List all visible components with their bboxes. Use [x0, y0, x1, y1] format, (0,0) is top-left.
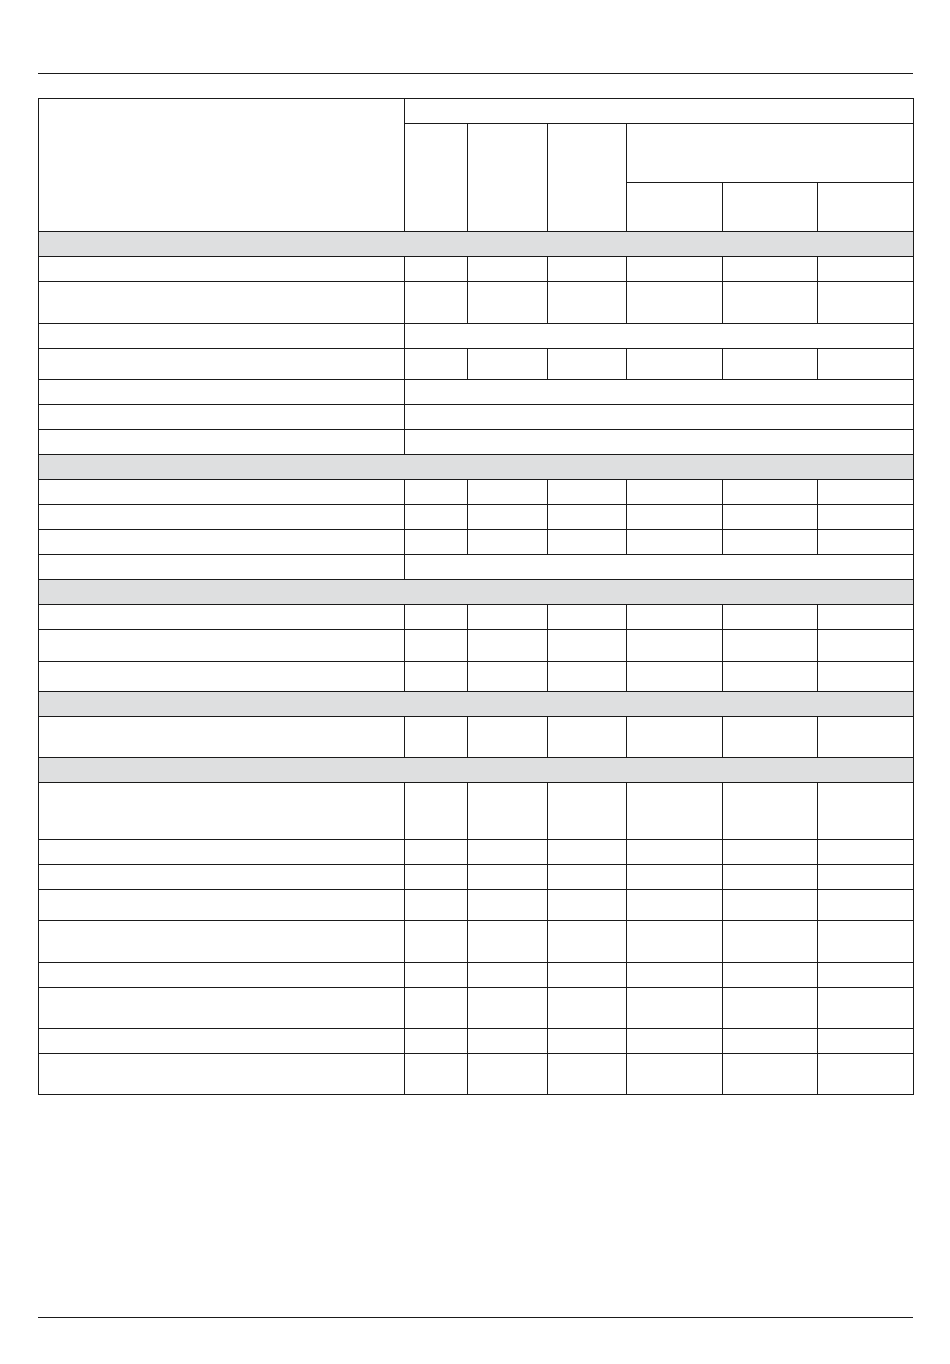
- page-header-text: [38, 50, 913, 68]
- table-row: [39, 630, 914, 662]
- value-cell: [627, 605, 723, 630]
- value-cell: [723, 783, 818, 840]
- sub-heading-cell: [405, 124, 468, 232]
- section-heading: [39, 580, 914, 605]
- value-cell: [627, 717, 723, 758]
- column-label-cell: [627, 183, 723, 232]
- section-heading-row: [39, 758, 914, 783]
- value-cell: [468, 840, 548, 865]
- value-cell: [405, 605, 468, 630]
- value-cell: [548, 1054, 627, 1095]
- value-cell: [723, 257, 818, 282]
- value-cell: [723, 505, 818, 530]
- value-cell: [723, 988, 818, 1029]
- value-cell: [627, 349, 723, 380]
- row-label: [39, 1029, 405, 1054]
- section-heading-row: [39, 232, 914, 257]
- row-label: [39, 324, 405, 349]
- value-cell: [468, 257, 548, 282]
- value-cell: [405, 865, 468, 890]
- row-label: [39, 430, 405, 455]
- row-label: [39, 405, 405, 430]
- value-cell: [818, 505, 914, 530]
- value-cell: [548, 662, 627, 692]
- value-cell: [723, 717, 818, 758]
- value-cell: [548, 783, 627, 840]
- value-cell: [548, 282, 627, 324]
- value-cell: [468, 530, 548, 555]
- value-cell: [405, 282, 468, 324]
- value-cell: [723, 480, 818, 505]
- value-cell: [627, 257, 723, 282]
- row-label: [39, 988, 405, 1029]
- table-row: [39, 963, 914, 988]
- sub-heading-cell: [627, 124, 914, 183]
- row-label: [39, 865, 405, 890]
- value-cell: [627, 282, 723, 324]
- merged-value-cell: [405, 324, 914, 349]
- value-cell: [405, 662, 468, 692]
- value-cell: [405, 890, 468, 921]
- value-cell: [818, 840, 914, 865]
- value-cell: [468, 865, 548, 890]
- column-label-cell: [818, 183, 914, 232]
- value-cell: [627, 963, 723, 988]
- row-label: [39, 349, 405, 380]
- value-cell: [818, 257, 914, 282]
- value-cell: [627, 783, 723, 840]
- value-cell: [818, 963, 914, 988]
- section-heading: [39, 692, 914, 717]
- value-cell: [548, 480, 627, 505]
- table-row: [39, 865, 914, 890]
- table-row: [39, 921, 914, 963]
- table-row: [39, 282, 914, 324]
- row-label: [39, 662, 405, 692]
- value-cell: [468, 480, 548, 505]
- value-cell: [627, 480, 723, 505]
- row-label: [39, 605, 405, 630]
- value-cell: [468, 605, 548, 630]
- value-cell: [723, 1054, 818, 1095]
- row-label: [39, 555, 405, 580]
- row-label: [39, 530, 405, 555]
- section-heading-row: [39, 692, 914, 717]
- value-cell: [548, 257, 627, 282]
- row-label: [39, 480, 405, 505]
- value-cell: [627, 1029, 723, 1054]
- value-cell: [627, 630, 723, 662]
- value-cell: [627, 890, 723, 921]
- table-row: [39, 380, 914, 405]
- value-cell: [548, 890, 627, 921]
- row-label: [39, 1054, 405, 1095]
- header-rule: [38, 73, 913, 74]
- value-cell: [405, 783, 468, 840]
- value-cell: [627, 662, 723, 692]
- sub-heading-cell: [548, 124, 627, 232]
- value-cell: [723, 840, 818, 865]
- table-row: [39, 349, 914, 380]
- value-cell: [405, 349, 468, 380]
- value-cell: [627, 840, 723, 865]
- value-cell: [818, 921, 914, 963]
- value-cell: [627, 921, 723, 963]
- section-heading: [39, 232, 914, 257]
- value-cell: [818, 630, 914, 662]
- value-cell: [818, 783, 914, 840]
- merged-value-cell: [405, 555, 914, 580]
- value-cell: [548, 505, 627, 530]
- value-cell: [723, 530, 818, 555]
- value-cell: [723, 605, 818, 630]
- value-cell: [723, 282, 818, 324]
- sub-heading-cell: [468, 124, 548, 232]
- section-heading: [39, 758, 914, 783]
- value-cell: [405, 840, 468, 865]
- value-cell: [627, 865, 723, 890]
- value-cell: [548, 963, 627, 988]
- table-row: [39, 1029, 914, 1054]
- value-cell: [548, 840, 627, 865]
- value-cell: [405, 717, 468, 758]
- row-label: [39, 840, 405, 865]
- value-cell: [468, 349, 548, 380]
- row-label: [39, 257, 405, 282]
- value-cell: [818, 282, 914, 324]
- value-cell: [405, 963, 468, 988]
- value-cell: [818, 1054, 914, 1095]
- value-cell: [405, 988, 468, 1029]
- value-cell: [818, 480, 914, 505]
- table-row: [39, 890, 914, 921]
- page-footer-text: [38, 1324, 913, 1342]
- value-cell: [405, 505, 468, 530]
- table-row: [39, 988, 914, 1029]
- value-cell: [405, 1054, 468, 1095]
- table-row: [39, 430, 914, 455]
- value-cell: [627, 505, 723, 530]
- row-label: [39, 380, 405, 405]
- value-cell: [818, 865, 914, 890]
- section-heading-row: [39, 455, 914, 480]
- table-row: [39, 1054, 914, 1095]
- value-cell: [723, 662, 818, 692]
- value-cell: [818, 988, 914, 1029]
- value-cell: [818, 1029, 914, 1054]
- value-cell: [627, 530, 723, 555]
- table-row: [39, 840, 914, 865]
- table-row: [39, 505, 914, 530]
- column-label-cell: [723, 183, 818, 232]
- section-heading: [39, 455, 914, 480]
- value-cell: [405, 630, 468, 662]
- value-cell: [468, 662, 548, 692]
- value-cell: [548, 530, 627, 555]
- value-cell: [548, 630, 627, 662]
- table-row: [39, 662, 914, 692]
- value-cell: [468, 282, 548, 324]
- value-cell: [548, 349, 627, 380]
- table-row: [39, 783, 914, 840]
- value-cell: [548, 1029, 627, 1054]
- value-cell: [548, 988, 627, 1029]
- value-cell: [468, 890, 548, 921]
- value-cell: [548, 865, 627, 890]
- value-cell: [723, 1029, 818, 1054]
- value-cell: [405, 257, 468, 282]
- row-label: [39, 890, 405, 921]
- value-cell: [818, 662, 914, 692]
- row-label: [39, 783, 405, 840]
- value-cell: [468, 630, 548, 662]
- table-row: [39, 717, 914, 758]
- section-heading-row: [39, 580, 914, 605]
- value-cell: [468, 783, 548, 840]
- table-row: [39, 257, 914, 282]
- value-cell: [818, 890, 914, 921]
- value-cell: [468, 1029, 548, 1054]
- value-cell: [723, 890, 818, 921]
- table-row: [39, 405, 914, 430]
- merged-value-cell: [405, 405, 914, 430]
- value-cell: [818, 717, 914, 758]
- value-cell: [627, 988, 723, 1029]
- row-label: [39, 921, 405, 963]
- row-label: [39, 282, 405, 324]
- row-label: [39, 963, 405, 988]
- data-table: [38, 98, 914, 1095]
- table-row: [39, 605, 914, 630]
- value-cell: [723, 865, 818, 890]
- value-cell: [548, 921, 627, 963]
- value-cell: [627, 1054, 723, 1095]
- merged-value-cell: [405, 430, 914, 455]
- header-corner-cell: [39, 99, 405, 232]
- value-cell: [723, 349, 818, 380]
- value-cell: [723, 963, 818, 988]
- value-cell: [468, 505, 548, 530]
- footer-rule: [38, 1317, 913, 1318]
- value-cell: [723, 630, 818, 662]
- value-cell: [405, 530, 468, 555]
- table-row: [39, 530, 914, 555]
- table-row: [39, 555, 914, 580]
- value-cell: [723, 921, 818, 963]
- row-label: [39, 505, 405, 530]
- column-group-heading: [405, 99, 914, 124]
- value-cell: [405, 1029, 468, 1054]
- header-row: [39, 99, 914, 124]
- row-label: [39, 630, 405, 662]
- value-cell: [468, 717, 548, 758]
- value-cell: [548, 717, 627, 758]
- value-cell: [405, 480, 468, 505]
- value-cell: [468, 921, 548, 963]
- value-cell: [818, 530, 914, 555]
- row-label: [39, 717, 405, 758]
- merged-value-cell: [405, 380, 914, 405]
- value-cell: [548, 605, 627, 630]
- value-cell: [468, 963, 548, 988]
- value-cell: [468, 988, 548, 1029]
- value-cell: [405, 921, 468, 963]
- value-cell: [468, 1054, 548, 1095]
- value-cell: [818, 349, 914, 380]
- table-row: [39, 480, 914, 505]
- table-row: [39, 324, 914, 349]
- value-cell: [818, 605, 914, 630]
